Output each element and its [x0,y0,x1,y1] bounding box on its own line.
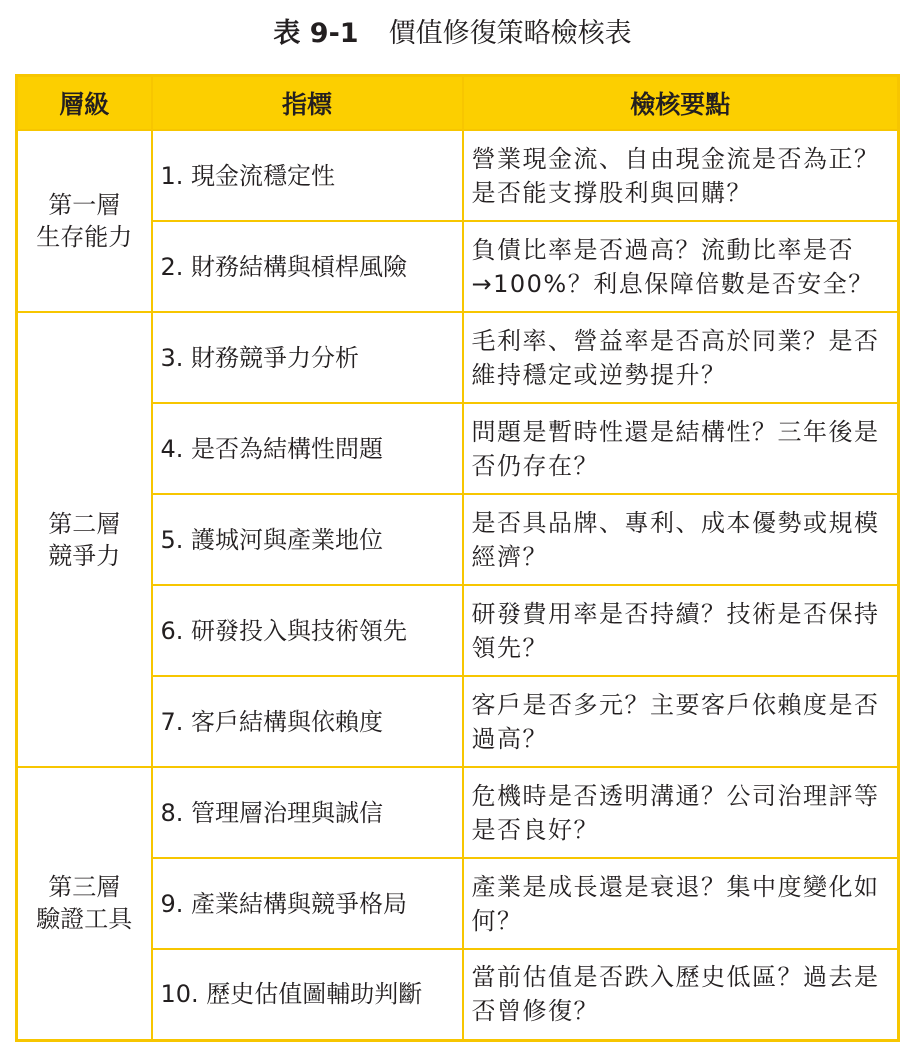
indicator-cell: 1. 現金流穩定性 [152,130,463,221]
indicator-cell: 10. 歷史估值圖輔助判斷 [152,949,463,1040]
checkpoint-cell: 問題是暫時性還是結構性？三年後是否仍存在？ [463,403,899,494]
level-label: 競爭力 [48,541,121,570]
header-indicator: 指標 [152,76,463,131]
checkpoint-cell: 毛利率、營益率是否高於同業？是否維持穩定或逆勢提升？ [463,312,899,403]
level-label: 生存能力 [36,223,133,251]
table-title: 價值修復策略檢核表 [388,18,632,49]
checkpoint-cell: 當前估值是否跌入歷史低區？過去是否曾修復？ [463,949,899,1040]
indicator-cell: 9. 產業結構與競爭格局 [152,858,463,949]
level-cell-3 [17,767,152,1040]
level-label: 第一層 [48,191,121,219]
level-cell-1 [17,130,152,312]
level-label: 第三層 [48,873,121,902]
checkpoint-cell: 客戶是否多元？主要客戶依賴度是否過高？ [463,676,899,767]
indicator-cell: 6. 研發投入與技術領先 [152,585,463,676]
checkpoint-cell: 營業現金流、自由現金流是否為正？是否能支撐股利與回購？ [463,130,899,221]
checkpoint-cell: 研發費用率是否持續？技術是否保持領先？ [463,585,899,676]
checkpoint-cell: 危機時是否透明溝通？公司治理評等是否良好？ [463,767,899,858]
indicator-cell: 2. 財務結構與槓桿風險 [152,221,463,312]
level-label: 第二層 [48,509,121,538]
indicator-cell: 7. 客戶結構與依賴度 [152,676,463,767]
header-level: 層級 [17,76,152,131]
checkpoint-cell: 是否具品牌、專利、成本優勢或規模經濟？ [463,494,899,585]
indicator-cell: 3. 財務競爭力分析 [152,312,463,403]
checkpoint-cell: 產業是成長還是衰退？集中度變化如何？ [463,858,899,949]
table-caption [0,14,905,54]
indicator-cell: 8. 管理層治理與誠信 [152,767,463,858]
table-row [17,767,899,858]
checkpoint-cell: 負債比率是否過高？流動比率是否→100%？利息保障倍數是否安全？ [463,221,899,312]
indicator-cell: 5. 護城河與產業地位 [152,494,463,585]
header-checkpoint: 檢核要點 [463,76,899,131]
table-row [17,312,899,403]
level-label: 驗證工具 [36,905,133,934]
level-cell-2 [17,312,152,767]
table-row [17,130,899,221]
indicator-cell: 4. 是否為結構性問題 [152,403,463,494]
checklist-table [15,74,900,1042]
header-row [17,76,899,131]
table-number: 表 9-1 [273,18,359,49]
